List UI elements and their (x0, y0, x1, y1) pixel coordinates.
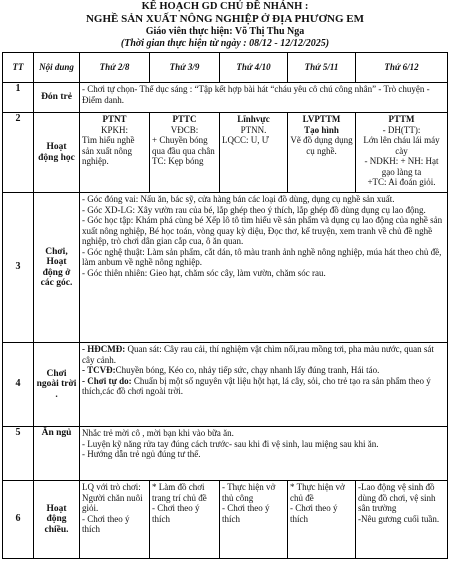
cell-thu (288, 113, 356, 193)
afternoon-activity: - Thực hiện vở thủ công (222, 482, 276, 503)
corner-item: - Góc thiên nhiên: Gieo hạt, chăm sóc cây, làm vườn, chăm sóc rau. (82, 267, 326, 278)
cell-tue (150, 481, 220, 559)
lesson-text: +TC: Ai đoán giỏi. (367, 177, 436, 187)
table-row (3, 83, 448, 113)
cell-fri (356, 113, 448, 193)
afternoon-activity: * Làm đồ chơi trang trí chủ đề (152, 482, 207, 503)
afternoon-activity: -Nêu gương cuối tuần. (358, 513, 440, 524)
header-tt: TT (3, 53, 34, 83)
cell-fri (356, 481, 448, 559)
subject-label: PTNT (102, 114, 127, 124)
cell-wed (220, 113, 288, 193)
lesson-text: - NDKH: + NH: Hạt gạo làng ta (364, 156, 439, 177)
header-fri: Thứ 6/12 (356, 53, 448, 83)
row-activity-name: Hoạt động học (34, 113, 80, 193)
cell-mon (80, 113, 150, 193)
cell-mon (80, 481, 150, 559)
row-number: 5 (3, 427, 34, 481)
afternoon-activity: - Chơi theo ý thích (82, 513, 130, 534)
outdoor-games-label: - TCVĐ: (82, 365, 116, 375)
row-number: 2 (3, 113, 34, 193)
lesson-text: TC: Kẹp bóng (152, 156, 204, 166)
outdoor-games (82, 365, 445, 376)
subject-label: Lĩnhvực (237, 114, 270, 124)
table-row (3, 343, 448, 427)
table-row (3, 427, 448, 481)
header-mon: Thứ 2/8 (80, 53, 150, 83)
lesson-text: Lớn lên cháu lái máy cày (363, 135, 440, 156)
outdoor-games-text: Chuyền bóng, Kéo co, nhảy tiếp sức, chạy nhanh lấy đúng tranh, Hái táo. (115, 365, 380, 375)
row-number: 3 (3, 193, 34, 343)
row-activity-name: Chơi ngoài trời . (34, 343, 80, 427)
period-line: (Thời gian thực hiện từ ngày : 08/12 - 12/12/2025) (120, 38, 330, 49)
outdoor-free-play-label: - Chơi tự do: (82, 375, 132, 386)
header-thu: Thứ 5/11 (288, 53, 356, 83)
lesson-text: + Chuyền bóng qua đầu qua chân (152, 135, 215, 156)
subject-field: KPKH: (100, 124, 128, 135)
row-content (80, 427, 448, 481)
subject-label: PTTM (388, 114, 415, 124)
cell-tue (150, 113, 220, 193)
table-row (3, 113, 448, 193)
row-activity-name: Hoạt động chiều. (34, 481, 80, 559)
subject-field: PTNN. (240, 124, 267, 135)
row-activity-name: Chơi, Hoạt động ở các góc. (34, 193, 80, 343)
corner-item: - Góc đóng vai: Nấu ăn, bác sỹ, cửa hàng bán các loại đồ dùng, dụng cụ nghề sản xuất. (82, 194, 395, 204)
subject-label: LVPTTM (302, 114, 341, 124)
plan-subtitle: NGHỀ SẢN XUẤT NÔNG NGHIỆP Ở ĐỊA PHƯƠNG EM (85, 13, 365, 25)
corner-item: - Góc XD-LG: Xây vườn rau của bé, lắp ghép theo ý thích, lắp ghép đồ dùng dụng cụ lao động. (82, 204, 426, 215)
subject-field: VĐCB: (170, 124, 199, 135)
meal-item: Nhắc trẻ mời cô , mời bạn khi vào bữa ăn. (82, 428, 234, 438)
corner-item: - Góc nghệ thuật: Làm sản phẩm, cắt dán, tô màu tranh ảnh nghề nông nghiệp, múa hát theo chủ đề, làm anbum về nghề nông nghiệp. (82, 246, 442, 267)
afternoon-activity: -Lao động vệ sinh đồ dùng đồ chơi, vệ sinh sân trường (358, 482, 436, 513)
row-activity-name: Đón trẻ (34, 83, 80, 113)
row-content (80, 193, 448, 343)
outdoor-free-play-text: Chuẩn bị một số nguyên vật liệu hột hạt, lá cây, sỏi, cho trẻ tạo ra sản phẩm theo ý thích,các đồ chơi ngoài trời. (82, 375, 431, 396)
header-tue: Thứ 3/9 (150, 53, 220, 83)
row-content (80, 343, 448, 427)
lesson-text: Vẽ đồ dụng dụng cụ nghề. (290, 135, 353, 156)
row-number: 1 (3, 83, 34, 113)
lesson-text: Tìm hiểu nghề sản xuất nông nghiệp. (82, 135, 135, 166)
meal-item: - Luyện kỹ năng rửa tay đúng cách trước- sau khi đi vệ sinh, lau miệng sau khi ăn. (82, 438, 379, 449)
outdoor-observation-label: - HĐCMĐ: (82, 344, 126, 354)
row-number: 6 (3, 481, 34, 559)
row-content: - Chơi tự chọn- Thể dục sáng : “Tập kết hợp bài hát “cháu yêu cô chú công nhân” - Trò chuyện - Điểm danh. (80, 83, 448, 113)
table-row (3, 481, 448, 559)
corner-item: - Góc học tập: Khám phá cùng bé Xếp lô tô tìm hiểu về sản phẩm và dụng cụ lao động của nghề sản xuất nông nghiệp, Bé học toán, vòng quay kỳ diệu, Đọc thơ, kể truyện, xem tranh về chủ đề nghề nghiệp, trò chơi dân gian cắp cua, ô ăn quan. (82, 215, 443, 246)
row-activity-name: Ăn ngủ (34, 427, 80, 481)
plan-title: KẾ HOẠCH GD CHỦ ĐỀ NHÁNH : (141, 1, 309, 12)
outdoor-free-play (82, 376, 445, 397)
header-content: Nội dung (34, 53, 80, 83)
cell-wed (220, 481, 288, 559)
subject-label: PTTC (172, 114, 197, 124)
afternoon-activity: - Chơi theo ý thích (152, 503, 200, 524)
teacher-line: Giáo viên thực hiện: Võ Thị Thu Nga (145, 26, 305, 37)
table-row (3, 193, 448, 343)
subject-field: Tạo hình (304, 124, 339, 135)
lesson-text: LQCC: U, Ư (222, 135, 269, 145)
row-number: 4 (3, 343, 34, 427)
subject-field: - DH(TT): (382, 124, 421, 135)
header-wed: Thứ 4/10 (220, 53, 288, 83)
outdoor-observation-text: Quan sát: Cây rau cải, thí nghiệm vật chìm nổi,rau mồng tơi, pha màu nước, quan sát cây cảnh. (82, 344, 434, 365)
meal-item: - Hướng dẫn trẻ ngủ đúng tư thế. (82, 449, 201, 459)
afternoon-activity: - Chơi theo ý thích (290, 503, 338, 524)
outdoor-observation (82, 344, 445, 365)
afternoon-activity: * Thực hiện vở chủ đề (290, 482, 345, 503)
afternoon-activity: - Chơi theo ý thích (222, 503, 270, 524)
weekly-plan-table (2, 52, 448, 559)
cell-thu (288, 481, 356, 559)
afternoon-activity: LQ với trò chơi: Người chăn nuôi giỏi. (82, 482, 143, 513)
table-header-row (3, 53, 448, 83)
